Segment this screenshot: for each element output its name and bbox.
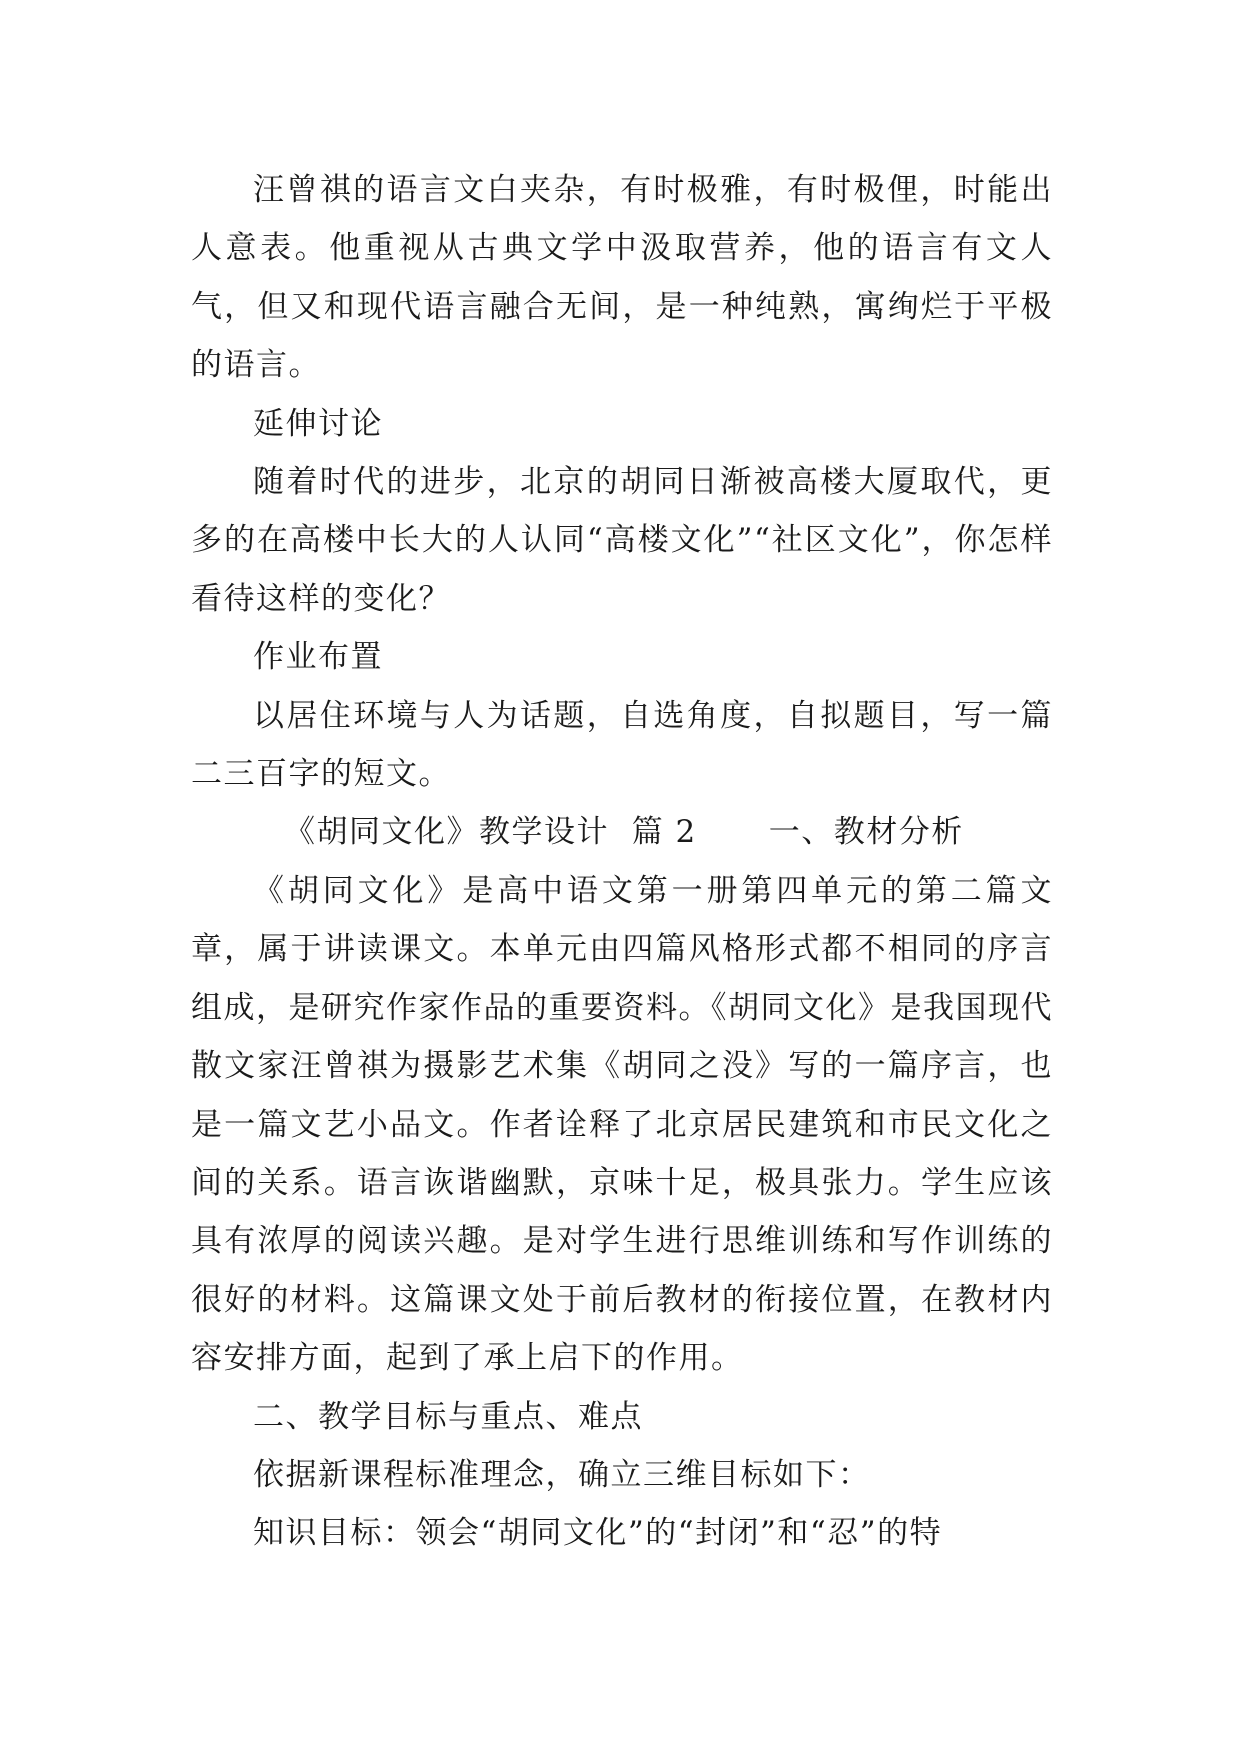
section-title-lesson-design: 《胡同文化》教学设计 篇 2 [284,814,697,851]
heading-teaching-goals: 二、教学目标与重点、难点 [253,1398,643,1435]
section-title-line [191,803,1053,861]
paragraph-textbook-analysis: 《胡同文化》是高中语文第一册第四单元的第二篇文章，属于讲读课文。本单元由四篇风格形式都不相同的序言组成，是研究作家作品的重要资料。《胡同文化》是我国现代散文家汪曾祺为摄影艺术集《胡同之没》写的一篇序言，也是一篇文艺小品文。作者诠释了北京居民建筑和市民文化之间的关系。语言诙谐幽默，京味十足，极具张力。学生应该具有浓厚的阅读兴趣。是对学生进行思维训练和写作训练的很好的材料。这篇课文处于前后教材的衔接位置，在教材内容安排方面，起到了承上启下的作用。 [191,872,1053,1377]
heading-extended-discussion: 延伸讨论 [253,405,383,442]
paragraph-language-style: 汪曾祺的语言文白夹杂，有时极雅，有时极俚，时能出人意表。他重视从古典文学中汲取营养，他的语言有文人气，但又和现代语言融合无间，是一种纯熟，寓绚烂于平极的语言。 [191,172,1053,384]
section-title-textbook-analysis: 一、教材分析 [768,814,964,851]
heading-homework: 作业布置 [253,639,383,676]
paragraph-homework-task: 以居住环境与人为话题，自选角度，自拟题目，写一篇二三百字的短文。 [191,697,1053,793]
paragraph-knowledge-goal: 知识目标：领会“胡同文化”的“封闭”和“忍”的特 [253,1515,943,1552]
document-body [191,161,1053,1563]
paragraph-goals-intro: 依据新课程标准理念，确立三维目标如下： [253,1456,871,1493]
paragraph-discussion-question: 随着时代的进步，北京的胡同日渐被高楼大厦取代，更多的在高楼中长大的人认同“高楼文化”“社区文化”，你怎样看待这样的变化？ [191,464,1053,617]
